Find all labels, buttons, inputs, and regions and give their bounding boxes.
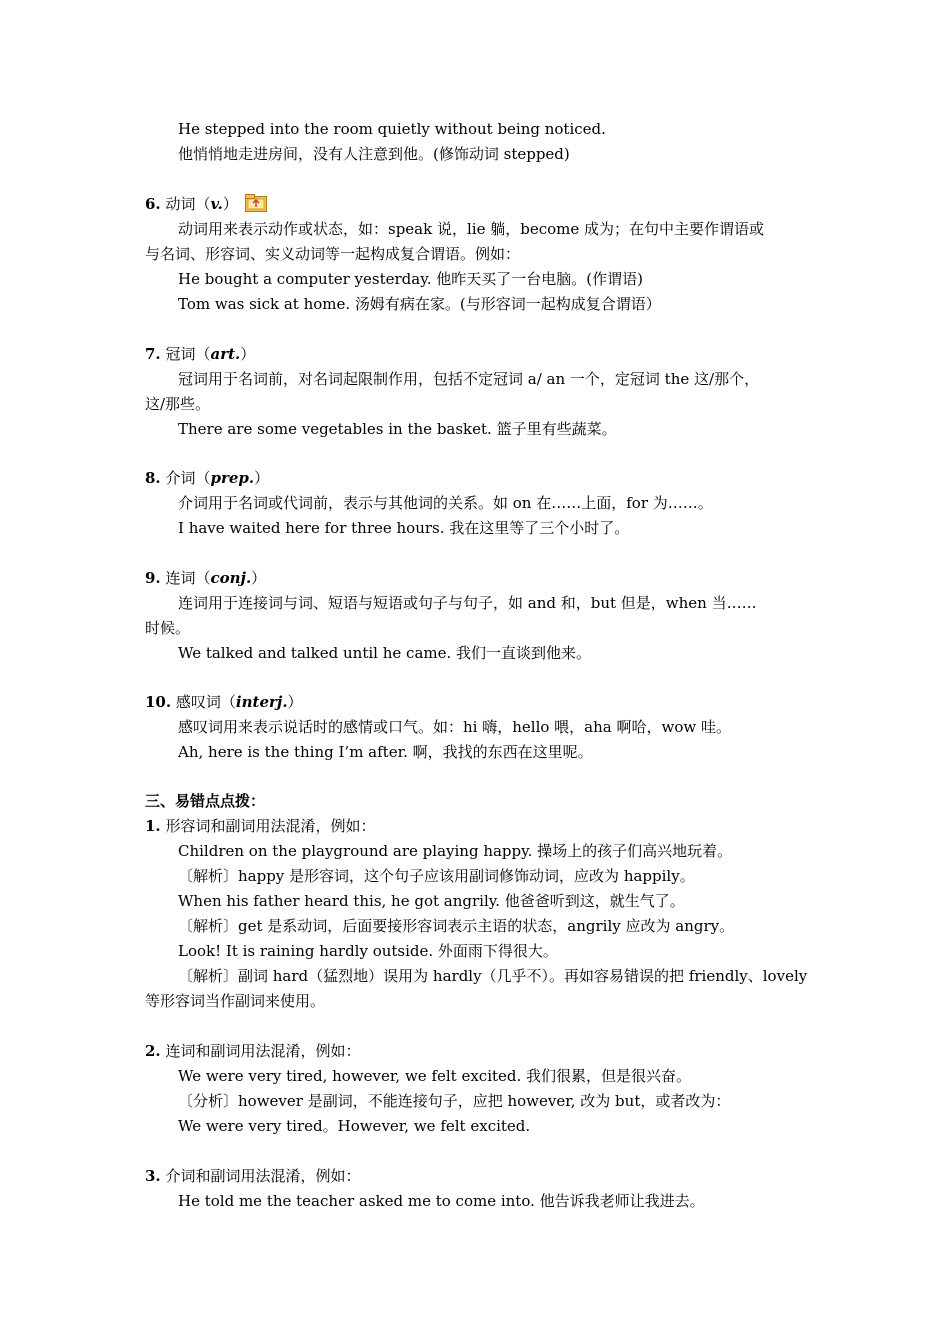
example-line: Ah, here is the thing I’m after. 啊，我找的东西在这里呢。 xyxy=(178,743,593,761)
paragraph-line: 介词用于名词或代词前，表示与其他词的关系。如 on 在……上面，for 为……。 xyxy=(178,494,713,512)
example-line: Look! It is raining hardly outside. 外面雨下得很大。 xyxy=(178,942,558,960)
heading-title: 动词（ xyxy=(165,195,211,213)
heading-title: 介词（ xyxy=(165,469,211,487)
example-line: We were very tired。However, we felt excited. xyxy=(178,1117,531,1135)
heading-abbr: prep. xyxy=(210,469,255,487)
heading-prep xyxy=(145,468,269,488)
heading-verb xyxy=(145,194,267,214)
heading-number: 10. xyxy=(145,693,172,711)
heading-interj xyxy=(145,692,303,712)
analysis-line: 等形容词当作副词来使用。 xyxy=(145,992,326,1010)
point-title: 介词和副词用法混淆，例如： xyxy=(165,1167,361,1185)
analysis-line: 〔分析〕however 是副词，不能连接句子，应把 however, 改为 but，或者改为： xyxy=(178,1092,731,1110)
heading-number: 9. xyxy=(145,569,161,587)
paragraph-line: 冠词用于名词前，对名词起限制作用，包括不定冠词 a/ an 一个，定冠词 the 这/那个， xyxy=(178,370,760,388)
heading-number: 8. xyxy=(145,469,161,487)
paragraph-line: 连词用于连接词与词、短语与短语或句子与句子，如 and 和，but 但是，when 当…… xyxy=(178,594,757,612)
analysis-line: 〔解析〕副词 hard（猛烈地）误用为 hardly（几乎不）。再如容易错误的把 friendly、lovely xyxy=(178,967,808,985)
heading-abbr: interj. xyxy=(235,693,288,711)
heading-title: 连词（ xyxy=(165,569,211,587)
folder-icon[interactable] xyxy=(245,194,267,212)
analysis-line: 〔解析〕get 是系动词，后面要接形容词表示主语的状态，angrily 应改为 angry。 xyxy=(178,917,735,935)
example-line: I have waited here for three hours. 我在这里等了三个小时了。 xyxy=(178,519,630,537)
paragraph-line: 动词用来表示动作或状态，如：speak 说，lie 躺，become 成为；在句中主要作谓语或 xyxy=(178,220,764,238)
example-line: We were very tired, however, we felt excited. 我们很累，但是很兴奋。 xyxy=(178,1067,692,1085)
heading-close: ） xyxy=(222,195,238,213)
point-number: 2. xyxy=(145,1042,161,1060)
heading-close: ） xyxy=(287,693,303,711)
paragraph-line: 感叹词用来表示说话时的感情或口气。如：hi 嗨，hello 喂，aha 啊哈，wow 哇。 xyxy=(178,718,731,736)
point-heading xyxy=(145,816,375,836)
example-line: He told me the teacher asked me to come into. 他告诉我老师让我进去。 xyxy=(178,1192,705,1210)
paragraph-line: 时候。 xyxy=(145,619,191,637)
heading-close: ） xyxy=(251,569,267,587)
heading-abbr: art. xyxy=(210,345,241,363)
example-line: There are some vegetables in the basket. 篮子里有些蔬菜。 xyxy=(178,420,617,438)
example-cn: 他悄悄地走进房间，没有人注意到他。(修饰动词 stepped) xyxy=(178,145,570,163)
point-heading xyxy=(145,1166,360,1186)
paragraph-line: 这/那些。 xyxy=(145,395,211,413)
analysis-line: 〔解析〕happy 是形容词，这个句子应该用副词修饰动词，应改为 happily。 xyxy=(178,867,695,885)
example-line: Tom was sick at home. 汤姆有病在家。(与形容词一起构成复合谓语） xyxy=(178,295,661,313)
point-number: 1. xyxy=(145,817,161,835)
heading-title: 感叹词（ xyxy=(175,693,236,711)
heading-abbr: conj. xyxy=(210,569,252,587)
example-line: He bought a computer yesterday. 他昨天买了一台电脑。(作谓语) xyxy=(178,270,643,288)
point-heading xyxy=(145,1041,360,1061)
heading-abbr: v. xyxy=(210,195,223,213)
example-line: When his father heard this, he got angrily. 他爸爸听到这，就生气了。 xyxy=(178,892,685,910)
example-en: He stepped into the room quietly without being noticed. xyxy=(178,120,606,138)
heading-close: ） xyxy=(254,469,270,487)
heading-title: 冠词（ xyxy=(165,345,211,363)
paragraph-line: 与名词、形容词、实义动词等一起构成复合谓语。例如： xyxy=(145,245,521,263)
point-title: 连词和副词用法混淆，例如： xyxy=(165,1042,361,1060)
point-title: 形容词和副词用法混淆，例如： xyxy=(165,817,376,835)
point-number: 3. xyxy=(145,1167,161,1185)
heading-number: 6. xyxy=(145,195,161,213)
example-line: Children on the playground are playing happy. 操场上的孩子们高兴地玩着。 xyxy=(178,842,733,860)
example-line: We talked and talked until he came. 我们一直谈到他来。 xyxy=(178,644,592,662)
heading-article xyxy=(145,344,255,364)
section-title: 三、易错点点拨： xyxy=(145,792,266,810)
heading-conj xyxy=(145,568,266,588)
heading-close: ） xyxy=(240,345,256,363)
heading-number: 7. xyxy=(145,345,161,363)
